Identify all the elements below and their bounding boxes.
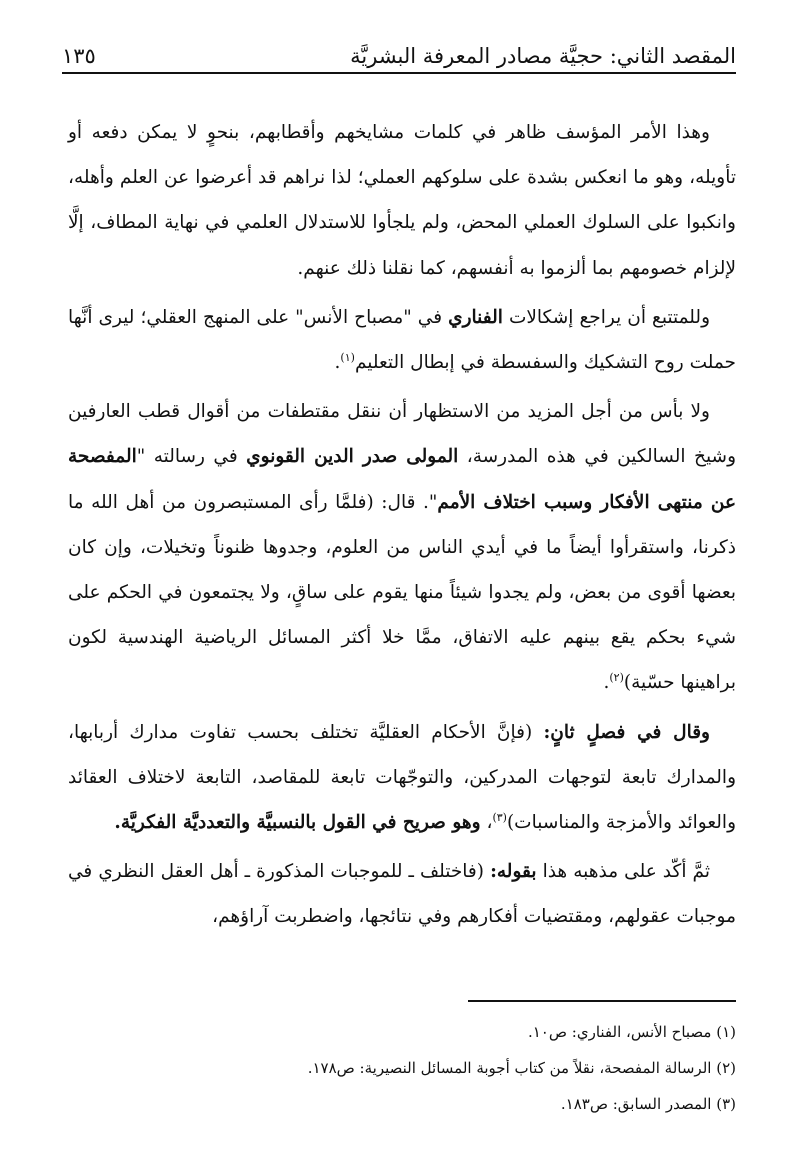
paragraph-4-conclusion: وهو صريح في القول بالنسبيَّة والتعدديَّة الفكريَّة.	[114, 812, 481, 834]
paragraph-5-quote: (فاختلف ـ للموجبات المذكورة ـ أهل العقل النظري في موجبات عقولهم، ومقتضيات أفكارهم وفي نتائجها، واضطربت آراؤهم،	[68, 861, 736, 928]
header-rule	[62, 72, 736, 74]
header-title: المقصد الثاني: حجيَّة مصادر المعرفة البشريَّة	[350, 44, 736, 68]
author-name-qunawi: المولى صدر الدين القونوي	[246, 446, 459, 468]
footnote-rule	[468, 1000, 736, 1002]
footnote-3: (٣) المصدر السابق: ص١٨٣.	[560, 1095, 736, 1113]
page-number: ١٣٥	[62, 44, 96, 68]
paragraph-4-lead: وقال في فصلٍ ثانٍ:	[543, 721, 710, 743]
footnote-ref-1[interactable]: (١)	[340, 350, 355, 364]
footnotes	[68, 1014, 736, 1122]
footnote-1: (١) مصباح الأنس، الفناري: ص١٠.	[527, 1023, 736, 1041]
paragraph-3	[68, 389, 736, 705]
paragraph-5-text-a: ثمَّ أكّد على مذهبه هذا	[542, 861, 710, 883]
book-title: المفصحة عن منتهى الأفكار وسبب اختلاف الأمم	[68, 446, 736, 513]
running-header	[62, 28, 736, 68]
body-text	[68, 110, 736, 944]
paragraph-4	[68, 710, 736, 846]
paragraph-5-lead: بقوله:	[490, 861, 537, 883]
footnote-ref-2[interactable]: (٢)	[609, 671, 624, 685]
paragraph-3-text-e: ". قال: (فلمَّا رأى المستبصرون من أهل الله ما ذكرنا، واستقرأوا أيضاً ما في أيدي الناس من العلوم، وجدوها ظنوناً وتخيلات، وإن كان بعضها أقوى من بعض، ولم يجدوا شيئاً منها يقوم على ساقٍ، ولا يجتمعون في الحكم على شيء بحكم يقع بينهم عليه الاتفاق، ممَّا خلا أكثر المسائل الرياضية الهندسية لكون براهينها حسّية)	[68, 491, 736, 694]
paragraph-5	[68, 849, 736, 939]
paragraph-3-text-a: ولا بأس من أجل المزيد من الاستظهار أن ننقل مقتطفات من أقوال قطب العارفين وشيخ السالكين في هذه المدرسة،	[68, 401, 736, 468]
paragraph-4-comma: ،	[486, 812, 493, 834]
footnote-2: (٢) الرسالة المفصحة، نقلاً من كتاب أجوبة المسائل النصيرية: ص١٧٨.	[307, 1059, 736, 1077]
paragraph-3-text-c: في رسالته "	[136, 446, 238, 468]
paragraph-1-text: وهذا الأمر المؤسف ظاهر في كلمات مشايخهم وأقطابهم، بنحوٍ لا يمكن دفعه أو تأويله، وهو ما انعكس بشدة على سلوكهم العملي؛ لذا نراهم قد أعرضوا عن العلم وأهله، وانكبوا على السلوك العملي المحض، ولم يلجأوا للاستدلال العلمي في نهاية المطاف، إلَّا لإلزام خصومهم بما ألزموا به أنفسهم، كما نقلنا ذلك عنهم.	[68, 122, 736, 279]
paragraph-2-text-c: في "مصباح الأنس" على المنهج العقلي؛ ليرى أنَّها حملت روح التشكيك والسفسطة في إبطال التعليم	[68, 306, 736, 374]
paragraph-1	[68, 110, 736, 291]
paragraph-3-end: .	[603, 672, 610, 694]
author-name-fanari: الفناري	[448, 306, 503, 328]
paragraph-4-quote: (فإنَّ الأحكام العقليَّة تختلف بحسب تفاوت مدارك أربابها، والمدارك تابعة لتوجهات المدركين، والتوجّهات تابعة للمقاصد، التابعة لاختلاف العقائد والعوائد والأمزجة والمناسبات)	[68, 721, 736, 834]
footnote-ref-3[interactable]: (٣)	[492, 810, 507, 824]
paragraph-2-end: .	[334, 352, 341, 374]
paragraph-2-text-a: وللمتتبع أن يراجع إشكالات	[508, 306, 711, 328]
paragraph-2	[68, 295, 736, 385]
